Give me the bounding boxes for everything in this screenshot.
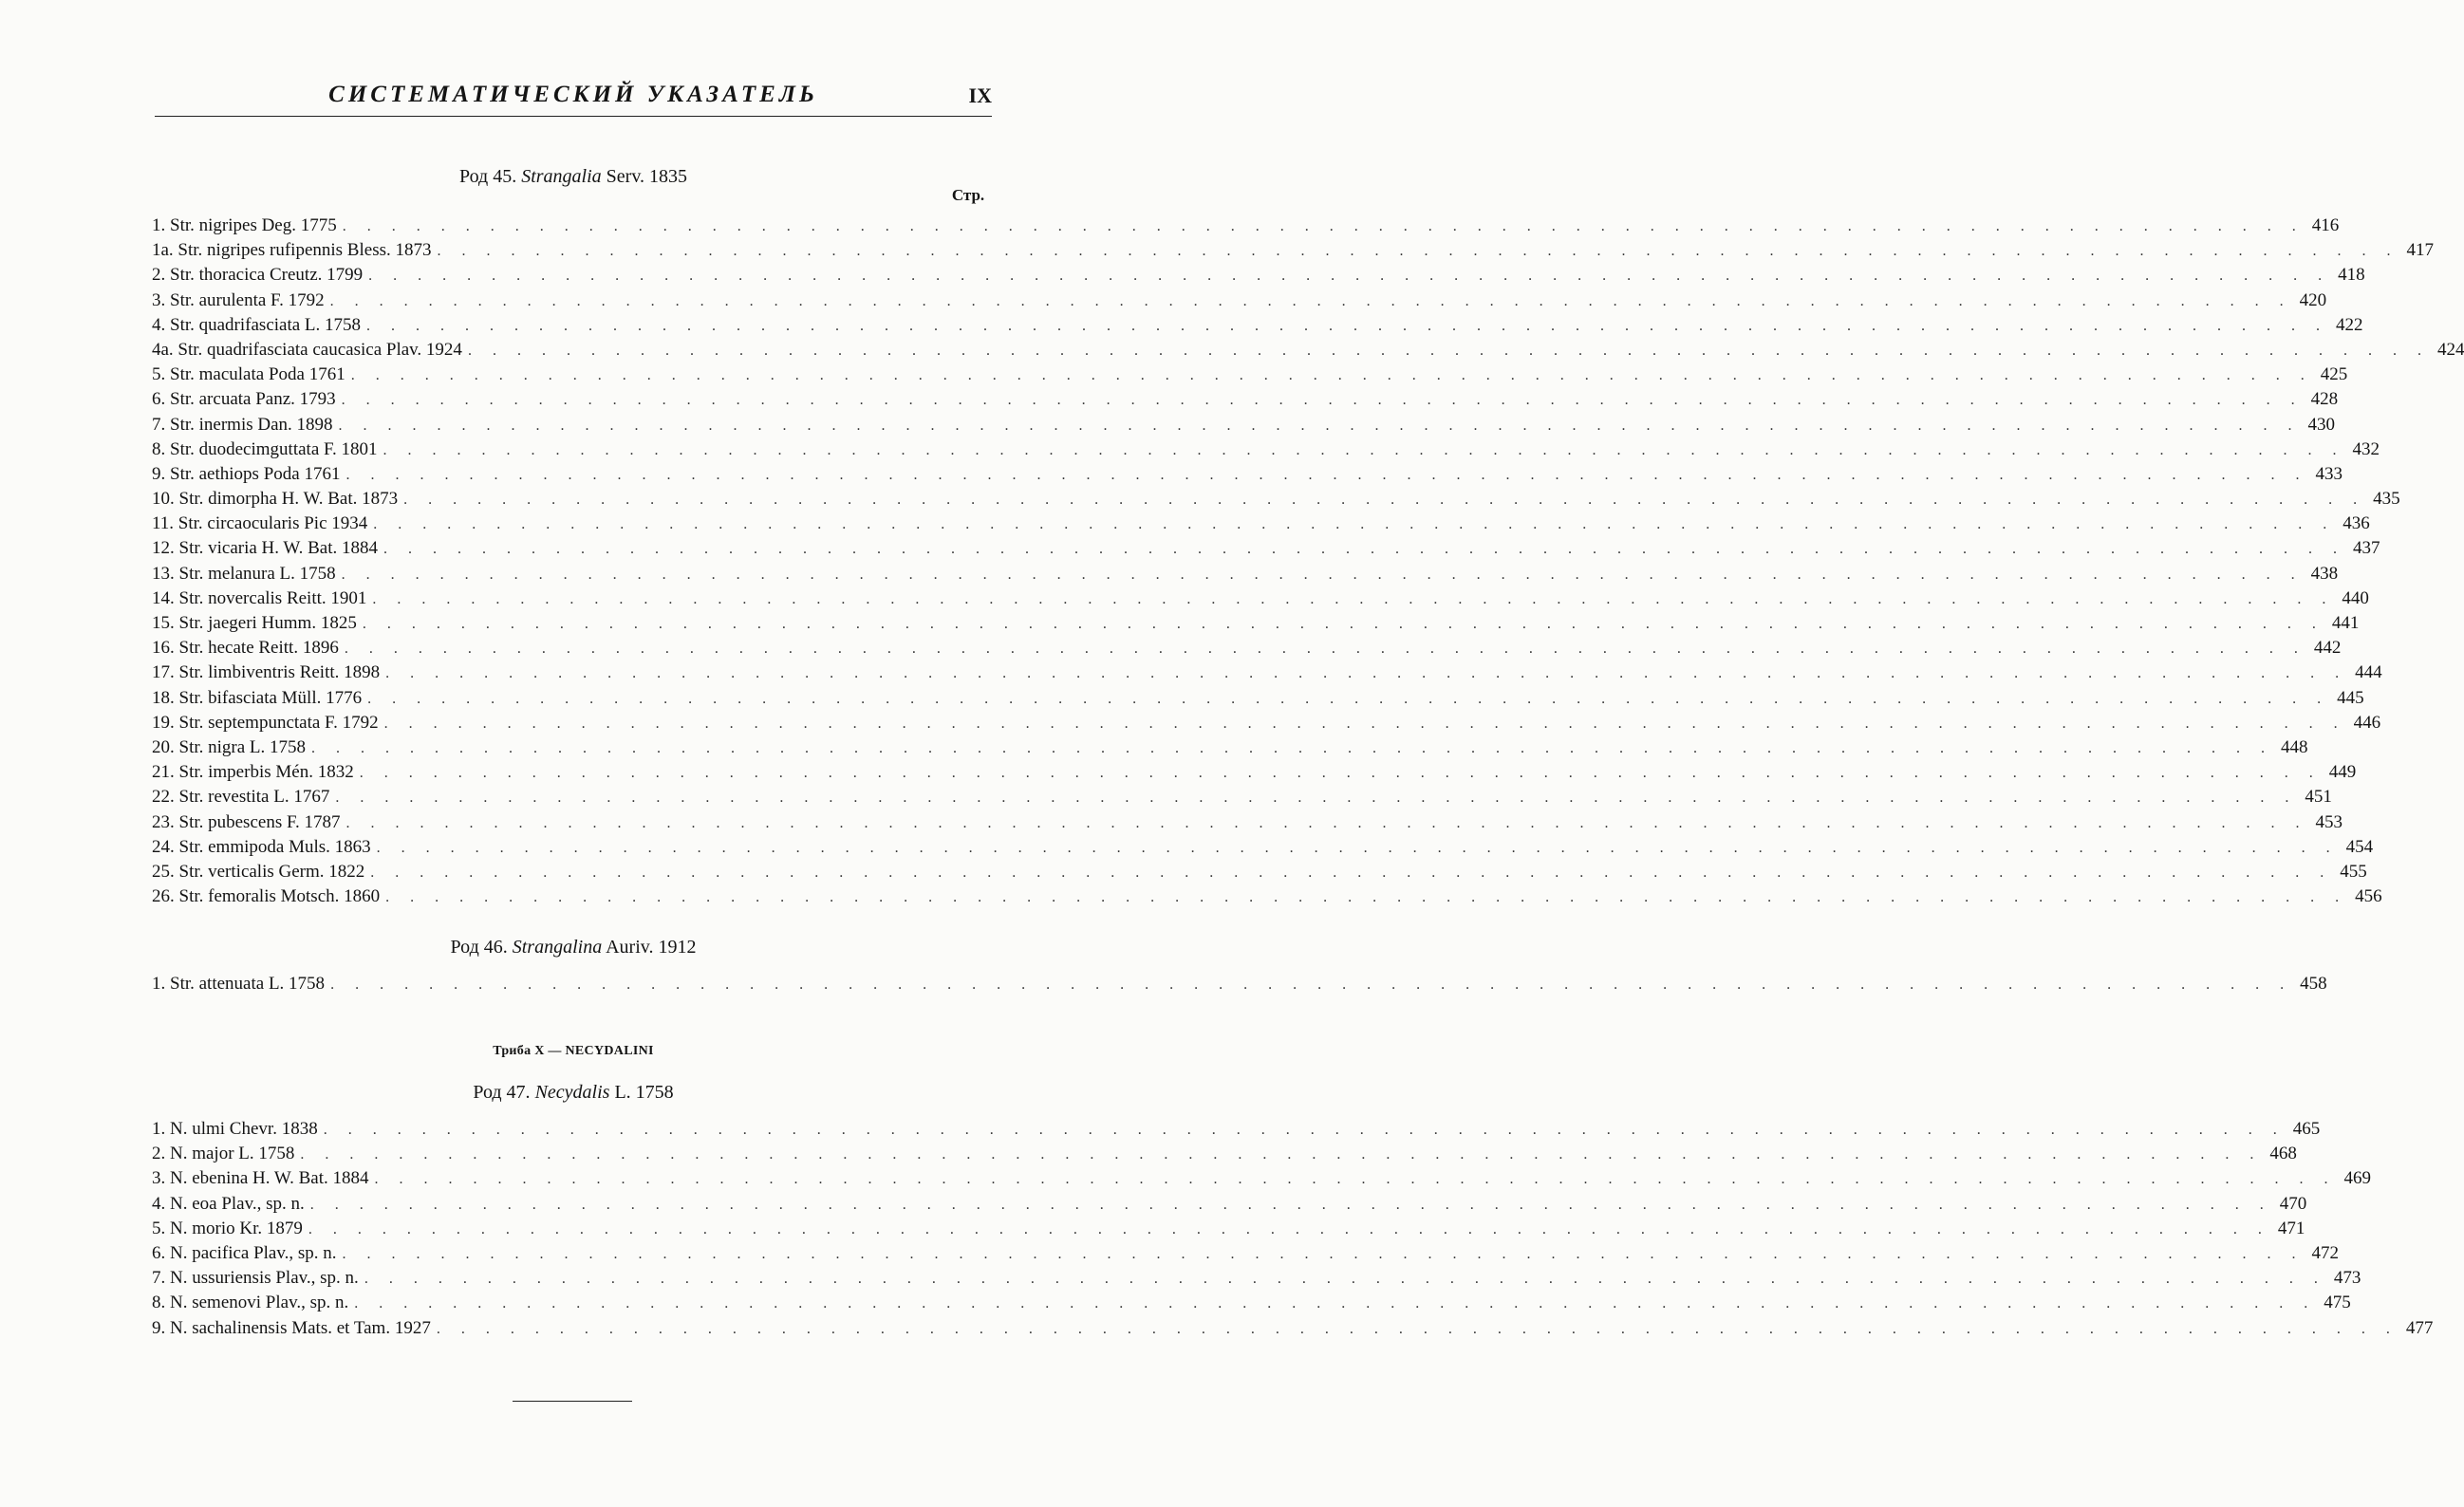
entry-name: 15. Str. jaegeri Humm. 1825 <box>152 613 357 633</box>
entry-name: 1. Str. attenuata L. 1758 <box>152 974 326 994</box>
entry-name: 9. Str. aethiops Poda 1761 <box>152 463 341 484</box>
entry-name: 7. Str. inermis Dan. 1898 <box>152 414 333 435</box>
running-header <box>155 82 992 114</box>
entry-page-number: 470 <box>2279 1193 2307 1214</box>
dot-leader: . . . . . . . . . . . . . . . . . . . . . . . . . . . . . . . . . . . . . . . . . . . . . . . . . . . . . . . . . . . . . . . . . . . . . . . . . . . . . . . . <box>342 1245 2305 1262</box>
entry-name: 14. Str. novercalis Reitt. 1901 <box>152 587 367 608</box>
dot-leader: . . . . . . . . . . . . . . . . . . . . . . . . . . . . . . . . . . . . . . . . . . . . . . . . . . . . . . . . . . . . . . . . . . . . . . . . . . . . . . . . <box>311 739 2274 756</box>
dot-leader: . . . . . . . . . . . . . . . . . . . . . . . . . . . . . . . . . . . . . . . . . . . . . . . . . . . . . . . . . . . . . . . . . . . . . . . . . . . . . . . . <box>370 864 2333 881</box>
dot-leader: . . . . . . . . . . . . . . . . . . . . . . . . . . . . . . . . . . . . . . . . . . . . . . . . . . . . . . . . . . . . . . . . . . . . . . . . . . . . . . . . <box>338 417 2301 434</box>
entry-page-number: 448 <box>2281 736 2308 757</box>
dot-leader: . . . . . . . . . . . . . . . . . . . . . . . . . . . . . . . . . . . . . . . . . . . . . . . . . . . . . . . . . . . . . . . . . . . . . . . . . . . . . . . . <box>335 790 2298 807</box>
dot-leader: . . . . . . . . . . . . . . . . . . . . . . . . . . . . . . . . . . . . . . . . . . . . . . . . . . . . . . . . . . . . . . . . . . . . . . . . . . . . . . . . <box>383 715 2346 732</box>
entry-page-number: 417 <box>2406 240 2434 261</box>
entry-page-number: 445 <box>2337 687 2364 708</box>
entry-page-number: 475 <box>2324 1293 2351 1313</box>
dot-leader: . . . . . . . . . . . . . . . . . . . . . . . . . . . . . . . . . . . . . . . . . . . . . . . . . . . . . . . . . . . . . . . . . . . . . . . . . . . . . . . . <box>373 516 2336 533</box>
dot-leader: . . . . . . . . . . . . . . . . . . . . . . . . . . . . . . . . . . . . . . . . . . . . . . . . . . . . . . . . . . . . . . . . . . . . . . . . . . . . . . . . <box>329 292 2292 309</box>
entry-name: 5. N. morio Kr. 1879 <box>152 1218 303 1238</box>
index-entry <box>152 860 2367 884</box>
genus-46-prefix: Род 46. <box>450 937 508 958</box>
dot-leader: . . . . . . . . . . . . . . . . . . . . . . . . . . . . . . . . . . . . . . . . . . . . . . . . . . . . . . . . . . . . . . . . . . . . . . . . . . . . . . . . <box>308 1220 2270 1237</box>
genus-45-name: Strangalia <box>521 166 602 187</box>
entry-page-number: 424 <box>2436 339 2464 360</box>
index-entry <box>152 611 2360 636</box>
entry-name: 12. Str. vicaria H. W. Bat. 1884 <box>152 538 379 559</box>
dot-leader: . . . . . . . . . . . . . . . . . . . . . . . . . . . . . . . . . . . . . . . . . . . . . . . . . . . . . . . . . . . . . . . . . . . . . . . . . . . . . . . . <box>385 665 2348 682</box>
entry-name: 3. N. ebenina H. W. Bat. 1884 <box>152 1168 369 1189</box>
index-entry <box>152 363 2348 387</box>
header-rule <box>155 116 992 117</box>
entry-page-number: 444 <box>2355 662 2382 683</box>
entry-page-number: 432 <box>2352 438 2380 459</box>
index-entry <box>152 735 2308 760</box>
entry-name: 7. N. ussuriensis Plav., sp. n. <box>152 1268 359 1289</box>
entry-page-number: 471 <box>2277 1218 2305 1238</box>
entry-page-number: 440 <box>2342 587 2369 608</box>
entry-page-number: 420 <box>2299 289 2327 310</box>
index-entry <box>152 512 2370 536</box>
genus-47-list <box>152 1117 2434 1341</box>
entry-page-number: 473 <box>2333 1268 2361 1289</box>
dot-leader: . . . . . . . . . . . . . . . . . . . . . . . . . . . . . . . . . . . . . . . . . . . . . . . . . . . . . . . . . . . . . . . . . . . . . . . . . . . . . . . . <box>341 566 2304 583</box>
dot-leader: . . . . . . . . . . . . . . . . . . . . . . . . . . . . . . . . . . . . . . . . . . . . . . . . . . . . . . . . . . . . . . . . . . . . . . . . . . . . . . . . <box>376 839 2339 856</box>
genus-46-name: Strangalina <box>512 937 603 958</box>
dot-leader: . . . . . . . . . . . . . . . . . . . . . . . . . . . . . . . . . . . . . . . . . . . . . . . . . . . . . . . . . . . . . . . . . . . . . . . . . . . . . . . . <box>437 243 2399 260</box>
dot-leader: . . . . . . . . . . . . . . . . . . . . . . . . . . . . . . . . . . . . . . . . . . . . . . . . . . . . . . . . . . . . . . . . . . . . . . . . . . . . . . . . <box>309 1196 2272 1213</box>
entry-name: 4. N. eoa Plav., sp. n. <box>152 1193 305 1214</box>
entry-name: 11. Str. circaocularis Pic 1934 <box>152 513 368 534</box>
entry-page-number: 418 <box>2338 265 2365 286</box>
entry-page-number: 436 <box>2343 513 2370 534</box>
entry-name: 1. Str. nigripes Deg. 1775 <box>152 215 337 235</box>
genus-47-author: L. 1758 <box>614 1082 674 1103</box>
entry-page-number: 468 <box>2269 1144 2297 1164</box>
dot-leader: . . . . . . . . . . . . . . . . . . . . . . . . . . . . . . . . . . . . . . . . . . . . . . . . . . . . . . . . . . . . . . . . . . . . . . . . . . . . . . . . <box>323 1122 2286 1138</box>
index-entry <box>152 437 2380 462</box>
index-entry <box>152 1166 2372 1191</box>
index-entry <box>152 972 2327 996</box>
index-entry <box>152 810 2343 835</box>
index-entry <box>152 288 2327 313</box>
index-entry <box>152 586 2369 611</box>
index-entry <box>152 1316 2434 1341</box>
genus-47-heading <box>155 1082 992 1104</box>
genus-45-prefix: Род 45. <box>458 166 517 187</box>
dot-leader: . . . . . . . . . . . . . . . . . . . . . . . . . . . . . . . . . . . . . . . . . . . . . . . . . . . . . . . . . . . . . . . . . . . . . . . . . . . . . . . . <box>364 1271 2326 1288</box>
index-entry <box>152 1241 2340 1266</box>
entry-page-number: 437 <box>2353 538 2380 559</box>
dot-leader: . . . . . . . . . . . . . . . . . . . . . . . . . . . . . . . . . . . . . . . . . . . . . . . . . . . . . . . . . . . . . . . . . . . . . . . . . . . . . . . . <box>403 492 2366 509</box>
entry-name: 19. Str. septempunctata F. 1792 <box>152 712 379 733</box>
dot-leader: . . . . . . . . . . . . . . . . . . . . . . . . . . . . . . . . . . . . . . . . . . . . . . . . . . . . . . . . . . . . . . . . . . . . . . . . . . . . . . . . <box>385 889 2348 906</box>
entry-page-number: 449 <box>2328 762 2357 783</box>
footer-rule <box>513 1401 632 1402</box>
dot-leader: . . . . . . . . . . . . . . . . . . . . . . . . . . . . . . . . . . . . . . . . . . . . . . . . . . . . . . . . . . . . . . . . . . . . . . . . . . . . . . . . <box>342 218 2305 234</box>
index-entry <box>152 785 2332 809</box>
dot-leader: . . . . . . . . . . . . . . . . . . . . . . . . . . . . . . . . . . . . . . . . . . . . . . . . . . . . . . . . . . . . . . . . . . . . . . . . . . . . . . . . <box>367 690 2330 707</box>
entry-name: 23. Str. pubescens F. 1787 <box>152 811 341 832</box>
entry-name: 5. Str. maculata Poda 1761 <box>152 364 345 385</box>
index-entry <box>152 536 2380 561</box>
dot-leader: . . . . . . . . . . . . . . . . . . . . . . . . . . . . . . . . . . . . . . . . . . . . . . . . . . . . . . . . . . . . . . . . . . . . . . . . . . . . . . . . <box>344 641 2306 658</box>
entry-name: 9. N. sachalinensis Mats. et Tam. 1927 <box>152 1317 431 1338</box>
entry-page-number: 455 <box>2340 861 2367 882</box>
entry-name: 1. N. ulmi Chevr. 1838 <box>152 1119 318 1139</box>
page-column-label: Стр. <box>951 186 985 204</box>
index-entry <box>152 263 2365 288</box>
index-entry <box>152 760 2357 785</box>
entry-page-number: 425 <box>2320 364 2348 385</box>
entry-page-number: 458 <box>2300 974 2327 994</box>
entry-page-number: 456 <box>2355 886 2382 907</box>
dot-leader: . . . . . . . . . . . . . . . . . . . . . . . . . . . . . . . . . . . . . . . . . . . . . . . . . . . . . . . . . . . . . . . . . . . . . . . . . . . . . . . . <box>383 441 2345 458</box>
entry-name: 20. Str. nigra L. 1758 <box>152 736 307 757</box>
genus-45-author: Serv. 1835 <box>606 166 688 187</box>
entry-name: 16. Str. hecate Reitt. 1896 <box>152 638 339 659</box>
dot-leader: . . . . . . . . . . . . . . . . . . . . . . . . . . . . . . . . . . . . . . . . . . . . . . . . . . . . . . . . . . . . . . . . . . . . . . . . . . . . . . . . <box>372 590 2335 607</box>
index-entry <box>152 462 2343 487</box>
index-entry <box>152 1117 2321 1142</box>
entry-page-number: 422 <box>2336 314 2363 335</box>
entry-name: 13. Str. melanura L. 1758 <box>152 563 336 584</box>
genus-45-list <box>152 214 2464 909</box>
dot-leader: . . . . . . . . . . . . . . . . . . . . . . . . . . . . . . . . . . . . . . . . . . . . . . . . . . . . . . . . . . . . . . . . . . . . . . . . . . . . . . . . <box>350 367 2313 384</box>
dot-leader: . . . . . . . . . . . . . . . . . . . . . . . . . . . . . . . . . . . . . . . . . . . . . . . . . . . . . . . . . . . . . . . . . . . . . . . . . . . . . . . . <box>359 765 2322 782</box>
entry-page-number: 446 <box>2353 712 2381 733</box>
genus-46-list <box>152 972 2327 996</box>
entry-name: 6. N. pacifica Plav., sp. n. <box>152 1242 337 1263</box>
entry-name: 4. Str. quadrifasciata L. 1758 <box>152 314 362 335</box>
index-entry <box>152 636 2342 660</box>
entry-page-number: 451 <box>2305 787 2332 808</box>
entry-name: 24. Str. emmipoda Muls. 1863 <box>152 836 371 857</box>
dot-leader: . . . . . . . . . . . . . . . . . . . . . . . . . . . . . . . . . . . . . . . . . . . . . . . . . . . . . . . . . . . . . . . . . . . . . . . . . . . . . . . . <box>436 1320 2399 1337</box>
index-entry <box>152 562 2339 586</box>
entry-name: 21. Str. imperbis Mén. 1832 <box>152 762 354 783</box>
index-entry <box>152 313 2363 338</box>
entry-page-number: 454 <box>2345 836 2374 857</box>
entry-name: 25. Str. verticalis Germ. 1822 <box>152 861 365 882</box>
index-entry <box>152 1291 2351 1315</box>
dot-leader: . . . . . . . . . . . . . . . . . . . . . . . . . . . . . . . . . . . . . . . . . . . . . . . . . . . . . . . . . . . . . . . . . . . . . . . . . . . . . . . . <box>374 1171 2337 1188</box>
entry-name: 2. Str. thoracica Creutz. 1799 <box>152 265 364 286</box>
entry-page-number: 477 <box>2405 1317 2434 1338</box>
entry-name: 8. N. semenovi Plav., sp. n. <box>152 1293 349 1313</box>
entry-name: 6. Str. arcuata Panz. 1793 <box>152 389 336 410</box>
entry-name: 10. Str. dimorpha H. W. Bat. 1873 <box>152 489 399 510</box>
dot-leader: . . . . . . . . . . . . . . . . . . . . . . . . . . . . . . . . . . . . . . . . . . . . . . . . . . . . . . . . . . . . . . . . . . . . . . . . . . . . . . . . <box>467 342 2430 359</box>
entry-name: 18. Str. bifasciata Müll. 1776 <box>152 687 363 708</box>
dot-leader: . . . . . . . . . . . . . . . . . . . . . . . . . . . . . . . . . . . . . . . . . . . . . . . . . . . . . . . . . . . . . . . . . . . . . . . . . . . . . . . . <box>368 268 2331 285</box>
index-entry <box>152 884 2382 909</box>
entry-name: 22. Str. revestita L. 1767 <box>152 787 330 808</box>
entry-name: 26. Str. femoralis Motsch. 1860 <box>152 886 381 907</box>
index-entry <box>152 660 2382 685</box>
page-number: IX <box>968 84 992 107</box>
entry-page-number: 441 <box>2331 613 2360 633</box>
index-entry <box>152 1142 2297 1166</box>
dot-leader: . . . . . . . . . . . . . . . . . . . . . . . . . . . . . . . . . . . . . . . . . . . . . . . . . . . . . . . . . . . . . . . . . . . . . . . . . . . . . . . . <box>383 541 2346 558</box>
index-entry <box>152 711 2381 735</box>
entry-page-number: 442 <box>2313 638 2342 659</box>
index-entry <box>152 387 2339 412</box>
index-entry <box>152 1192 2307 1217</box>
entry-page-number: 428 <box>2310 389 2339 410</box>
genus-46-heading <box>155 937 992 958</box>
dot-leader: . . . . . . . . . . . . . . . . . . . . . . . . . . . . . . . . . . . . . . . . . . . . . . . . . . . . . . . . . . . . . . . . . . . . . . . . . . . . . . . . <box>362 616 2324 632</box>
entry-name: 3. Str. aurulenta F. 1792 <box>152 289 325 310</box>
genus-47-name: Necydalis <box>534 1082 610 1103</box>
entry-name: 4a. Str. quadrifasciata caucasica Plav. 1924 <box>152 339 462 360</box>
dot-leader: . . . . . . . . . . . . . . . . . . . . . . . . . . . . . . . . . . . . . . . . . . . . . . . . . . . . . . . . . . . . . . . . . . . . . . . . . . . . . . . . <box>300 1146 2263 1163</box>
entry-page-number: 433 <box>2315 463 2343 484</box>
dot-leader: . . . . . . . . . . . . . . . . . . . . . . . . . . . . . . . . . . . . . . . . . . . . . . . . . . . . . . . . . . . . . . . . . . . . . . . . . . . . . . . . <box>345 466 2308 483</box>
entry-page-number: 465 <box>2292 1119 2321 1139</box>
index-entry <box>152 1217 2305 1241</box>
index-entry <box>152 238 2434 263</box>
entry-name: 17. Str. limbiventris Reitt. 1898 <box>152 662 381 683</box>
index-entry <box>152 413 2336 437</box>
index-entry <box>152 686 2364 711</box>
running-title: СИСТЕМАТИЧЕСКИЙ УКАЗАТЕЛЬ <box>328 82 818 107</box>
entry-page-number: 430 <box>2307 414 2336 435</box>
entry-page-number: 416 <box>2311 215 2340 235</box>
dot-leader: . . . . . . . . . . . . . . . . . . . . . . . . . . . . . . . . . . . . . . . . . . . . . . . . . . . . . . . . . . . . . . . . . . . . . . . . . . . . . . . . <box>354 1295 2317 1312</box>
genus-47-prefix: Род 47. <box>473 1082 531 1103</box>
index-entry <box>152 487 2400 512</box>
entry-page-number: 435 <box>2373 489 2400 510</box>
tribe-heading: Триба X — NECYDALINI <box>493 1044 654 1058</box>
genus-45-heading <box>155 166 992 188</box>
index-entry <box>152 214 2340 238</box>
genus-46-author: Auriv. 1912 <box>606 937 697 958</box>
dot-leader: . . . . . . . . . . . . . . . . . . . . . . . . . . . . . . . . . . . . . . . . . . . . . . . . . . . . . . . . . . . . . . . . . . . . . . . . . . . . . . . . <box>330 977 2293 993</box>
entry-name: 8. Str. duodecimguttata F. 1801 <box>152 438 378 459</box>
entry-page-number: 469 <box>2343 1168 2372 1189</box>
entry-page-number: 438 <box>2310 563 2339 584</box>
dot-leader: . . . . . . . . . . . . . . . . . . . . . . . . . . . . . . . . . . . . . . . . . . . . . . . . . . . . . . . . . . . . . . . . . . . . . . . . . . . . . . . . <box>341 392 2304 409</box>
entry-name: 1a. Str. nigripes rufipennis Bless. 1873 <box>152 240 432 261</box>
index-entry <box>152 835 2374 860</box>
dot-leader: . . . . . . . . . . . . . . . . . . . . . . . . . . . . . . . . . . . . . . . . . . . . . . . . . . . . . . . . . . . . . . . . . . . . . . . . . . . . . . . . <box>366 317 2329 334</box>
entry-page-number: 472 <box>2311 1242 2340 1263</box>
entry-name: 2. N. major L. 1758 <box>152 1144 295 1164</box>
index-entry <box>152 338 2464 363</box>
index-entry <box>152 1266 2361 1291</box>
dot-leader: . . . . . . . . . . . . . . . . . . . . . . . . . . . . . . . . . . . . . . . . . . . . . . . . . . . . . . . . . . . . . . . . . . . . . . . . . . . . . . . . <box>345 814 2308 831</box>
entry-page-number: 453 <box>2315 811 2343 832</box>
